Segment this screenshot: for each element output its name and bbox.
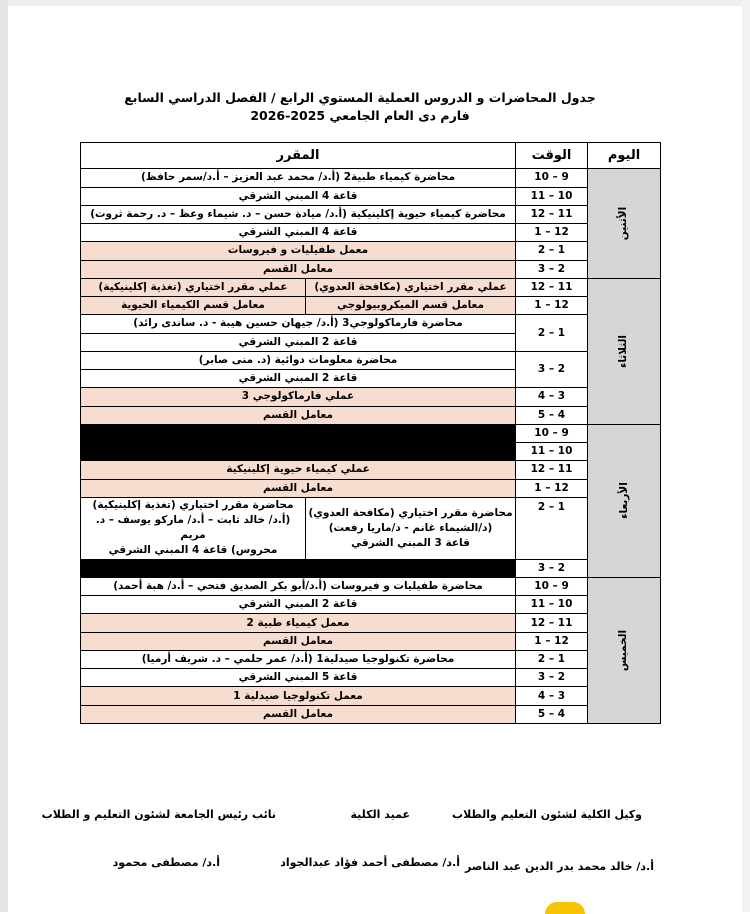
course-cell [81,497,306,559]
time-slot: 12 – 1 [516,632,588,650]
doc-title: جدول المحاضرات و الدروس العملية المستوي الرابع / الفصل الدراسي السابع [124,90,596,105]
course-cell: معامل القسم [81,406,516,424]
table-row [81,479,661,497]
course-line: (د/الشيماء غانم - د/ماريا رفعت) [328,521,493,534]
vp-title: نائب رئيس الجامعة لشئون التعليم و الطلاب [41,808,276,821]
table-row [81,705,661,723]
table-row [81,242,661,260]
table-row [81,559,661,577]
course-cell: محاضرة معلومات دوائية (د. منى صابر) [81,351,516,369]
time-slot: 3 – 4 [516,388,588,406]
course-line: محاضرة مقرر اختياري (تغذية إكلينيكية) [92,499,294,512]
time-slot: 12 – 1 [516,224,588,242]
table-row [81,351,661,369]
time-slot: 10 – 11 [516,187,588,205]
page-edge-left [0,0,8,912]
course-cell: معامل القسم [81,479,516,497]
table-row [81,669,661,687]
time-slot: 12 – 1 [516,479,588,497]
time-slot: 2 – 3 [516,669,588,687]
vice-dean-name: أ.د/ خالد محمد بدر الدين عبد الناصر [464,860,654,873]
course-line: قاعة 3 المبني الشرقي [351,536,470,549]
course-cell: محاضرة تكنولوجيا صيدلية1 (أ.د/ عمر حلمي – د. شريف أرميا) [81,650,516,668]
time-slot: 11 – 12 [516,461,588,479]
dean-title: عميد الكلية [350,808,410,821]
table-row [81,497,661,559]
table-row [81,596,661,614]
table-row [81,315,661,333]
time-slot: 4 – 5 [516,705,588,723]
table-row [81,424,661,442]
table-row [81,443,661,461]
course-cell: معامل القسم [81,632,516,650]
course-cell [306,497,516,559]
time-slot: 4 – 5 [516,406,588,424]
course-cell: محاضرة فارماكولوجي3 (أ.د/ جيهان حسين هيبة - د. ساندى رائد) [81,315,516,333]
vp-name: أ.د/ مصطفى محمود [112,856,220,869]
course-cell: عملي مقرر اختياري (تغذية إكلينيكية) [81,278,306,296]
course-cell: قاعة 2 المبني الشرقي [81,596,516,614]
table-row [81,650,661,668]
table-row [81,187,661,205]
course-cell: عملي كيمياء حيوية إكلينيكية [81,461,516,479]
table-row [81,260,661,278]
course-cell: معمل طفيليات و فيروسات [81,242,516,260]
time-slot: 12 – 1 [516,297,588,315]
header-time: الوقت [516,143,588,169]
header-course: المقرر [81,143,516,169]
logo-fragment [545,902,585,914]
time-slot: 1 – 2 [516,242,588,260]
time-slot: 10 – 11 [516,443,588,461]
blank-cell [306,443,516,461]
schedule-table [80,142,661,724]
time-slot: 1 – 2 [516,315,588,352]
time-slot: 11 – 12 [516,205,588,223]
blank-cell [81,443,306,461]
page-edge-right [742,0,750,912]
course-cell: قاعة 5 المبني الشرقي [81,669,516,687]
blank-cell [306,424,516,442]
course-cell: محاضرة طفيليات و فيروسات (أ.د/أبو بكر الصديق فتحي – أ.د/ هبة أحمد) [81,577,516,595]
header-row [81,143,661,169]
vice-dean-title: وكيل الكلية لشئون التعليم والطلاب [452,808,642,821]
course-cell: محاضرة كيمياء حيوية إكلينيكية (أ.د/ ميادة حسن – د. شيماء وعظ – د. رحمة ثروت) [81,205,516,223]
course-cell: قاعة 4 المبني الشرقي [81,187,516,205]
time-slot: 9 – 10 [516,424,588,442]
course-cell: قاعة 4 المبني الشرقي [81,224,516,242]
table-row [81,614,661,632]
course-cell: معمل تكنولوجيا صيدلية 1 [81,687,516,705]
header-day: اليوم [588,143,661,169]
course-line: محاضرة مقرر اختياري (مكافحة العدوي) [308,506,513,519]
table-row [81,406,661,424]
blank-cell [81,424,306,442]
course-line: (أ.د/ خالد ثابت – أ.د/ ماركو يوسف – د. مريم [95,514,291,542]
course-cell: قاعة 2 المبني الشرقي [81,370,516,388]
table-row [81,461,661,479]
time-slot: 2 – 3 [516,559,588,577]
table-row [81,687,661,705]
day-tuesday: الثلاثاء [588,278,661,424]
course-cell: معامل قسم الكيمياء الحيوية [81,297,306,315]
page-edge-top [0,0,750,6]
table-row [81,388,661,406]
course-cell: محاضرة كيمياء طبية2 (أ.د/ محمد عبد العزيز – أ.د/سمر حافظ) [81,169,516,187]
time-slot: 1 – 2 [516,497,588,559]
course-cell: قاعة 2 المبني الشرقي [81,333,516,351]
blank-cell [81,559,306,577]
time-slot: 11 – 12 [516,278,588,296]
time-slot: 1 – 2 [516,650,588,668]
table-row [81,278,661,296]
blank-cell [306,559,516,577]
course-cell: معامل القسم [81,705,516,723]
day-monday: الأثنين [588,169,661,279]
course-cell: معامل قسم الميكروبيولوجي [306,297,516,315]
table-row [81,224,661,242]
dean-name: أ.د/ مصطفى أحمد فؤاد عبدالجواد [280,856,460,869]
course-line: محروس) قاعة 4 المبني الشرقي [108,544,278,557]
table-row [81,632,661,650]
time-slot: 2 – 3 [516,351,588,388]
day-thursday: الخميس [588,577,661,723]
table-row [81,169,661,187]
time-slot: 11 – 12 [516,614,588,632]
course-cell: معامل القسم [81,260,516,278]
course-cell: معمل كيمياء طبية 2 [81,614,516,632]
table-row [81,205,661,223]
time-slot: 9 – 10 [516,577,588,595]
time-slot: 9 – 10 [516,169,588,187]
doc-subtitle: فارم دى العام الجامعي 2025-2026 [250,108,470,123]
course-cell: عملي فارماكولوجي 3 [81,388,516,406]
table-row [81,577,661,595]
time-slot: 10 – 11 [516,596,588,614]
table-row [81,297,661,315]
course-cell: عملي مقرر اختياري (مكافحة العدوي) [306,278,516,296]
time-slot: 2 – 3 [516,260,588,278]
time-slot: 3 – 4 [516,687,588,705]
day-wednesday: الأربعاء [588,424,661,577]
